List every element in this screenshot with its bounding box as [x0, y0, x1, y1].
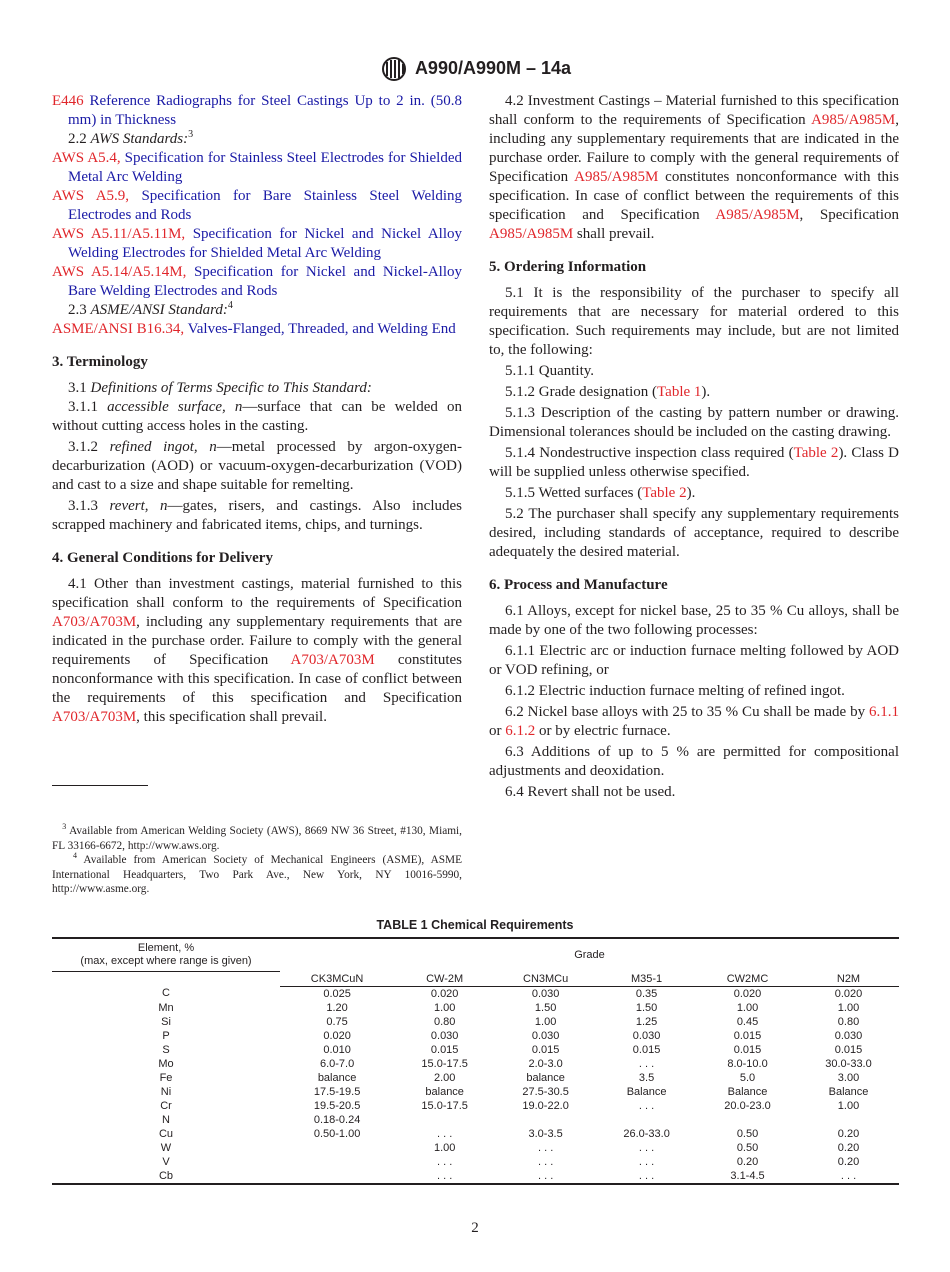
value-cell: 0.20 — [837, 1155, 860, 1168]
value-cell: . . . — [638, 1155, 655, 1168]
value-cell: 0.025 — [323, 987, 351, 1000]
value-cell — [280, 1169, 394, 1184]
value-cell: 1.25 — [635, 1015, 658, 1028]
value-cell: 3.1-4.5 — [730, 1169, 765, 1182]
text-segment: 6.4 Revert shall not be used. — [505, 784, 676, 800]
grade-column-header: CW2MC — [697, 972, 798, 987]
reference-link[interactable]: Specification for Nickel and Nickel-Alloy Bare Welding Electrodes and Rods — [68, 264, 462, 299]
value-cell — [697, 1113, 798, 1127]
text-segment: 5.2 The purchaser shall specify any supplementary requirements desired, including standards of acceptance, required to describe adequately the desired material. — [489, 506, 899, 560]
value-cell: balance — [317, 1071, 357, 1084]
value-cell: 0.015 — [733, 1029, 762, 1042]
text-segment: refined ingot, n — [109, 439, 217, 455]
element-cell: C — [162, 987, 170, 1000]
element-subheader: (max, except where range is given) — [80, 955, 252, 967]
value-cell — [798, 1113, 899, 1127]
element-cell: S — [162, 1043, 170, 1056]
reference-link[interactable]: 6.1.2 — [505, 723, 536, 739]
reference-link[interactable]: 6.1.1 — [869, 704, 899, 720]
reference-link[interactable]: Specification for Stainless Steel Electrodes for Shielded Metal Arc Welding — [68, 150, 462, 185]
value-cell: 0.030 — [834, 1029, 863, 1042]
value-cell: 26.0-33.0 — [623, 1127, 670, 1140]
blank-cell — [52, 972, 280, 987]
text-segment: , including any supplementary requirements that are indicated in the purchase order. Failure to comply with the general requirements of Specification — [489, 112, 899, 185]
paragraph — [52, 497, 462, 535]
text-segment: ). Class D will be supplied unless otherwise specified. — [489, 445, 899, 480]
value-cell: 0.35 — [635, 987, 658, 1000]
element-column-header — [52, 938, 280, 972]
element-cell: Cb — [158, 1169, 174, 1182]
text-segment: 5. Ordering Information — [489, 259, 647, 275]
text-segment: 4.2 Investment Castings – Material furnished to this specification shall conform to the requirements of Specification — [489, 93, 899, 128]
table-row — [52, 1057, 899, 1071]
value-cell: 0.80 — [433, 1015, 456, 1028]
value-cell: 15.0-17.5 — [421, 1099, 468, 1112]
grade-column-header: M35-1 — [596, 972, 697, 987]
footnote-marker: 4 — [73, 851, 77, 861]
paragraph — [489, 362, 899, 381]
text-segment: 2.3 — [68, 302, 91, 318]
element-cell: Cr — [160, 1099, 172, 1112]
value-cell: 3.00 — [837, 1071, 860, 1084]
text-segment: constitutes nonconformance with this specification. In case of conflict between the requirements of this specification and Specification — [52, 652, 462, 706]
value-cell: 15.0-17.5 — [421, 1057, 468, 1070]
right-column — [489, 92, 899, 804]
text-segment: ). — [686, 485, 696, 501]
value-cell: 0.75 — [326, 1015, 348, 1028]
value-cell: 0.45 — [736, 1015, 759, 1028]
footnote-divider — [52, 785, 148, 786]
paragraph — [489, 383, 899, 402]
value-cell: 30.0-33.0 — [825, 1057, 872, 1070]
value-cell: balance — [425, 1085, 464, 1098]
standard-designation: A990/A990M – 14a — [414, 57, 572, 78]
text-segment: 3.1.1 — [68, 399, 108, 415]
text-segment: 2.2 — [68, 131, 91, 147]
footnote-4 — [52, 853, 462, 897]
footnote-text: Available from American Society of Mechanical Engineers (ASME), ASME International Headquarters, Two Park Ave., New York, NY 10016-5990, http://www.asme.org. — [52, 854, 462, 895]
footnote-3 — [52, 824, 462, 853]
value-cell: balance — [526, 1071, 565, 1084]
reference-link[interactable]: A703/A703M — [290, 652, 375, 668]
reference-entry — [52, 263, 462, 301]
value-cell: 19.0-22.0 — [522, 1099, 569, 1112]
value-cell: 1.00 — [433, 1141, 456, 1154]
value-cell: 0.015 — [733, 1043, 762, 1056]
reference-link[interactable]: Table 2 — [642, 485, 687, 501]
reference-link[interactable]: A985/A985M — [489, 226, 574, 242]
element-cell: Fe — [159, 1071, 173, 1084]
text-segment: 5.1.1 Quantity. — [505, 363, 595, 379]
paragraph — [489, 682, 899, 701]
value-cell: . . . — [437, 1155, 453, 1168]
value-cell: Balance — [727, 1085, 768, 1098]
value-cell: . . . — [437, 1169, 453, 1182]
value-cell: 3.0-3.5 — [528, 1127, 563, 1140]
value-cell: 1.50 — [534, 1001, 557, 1014]
value-cell: 2.00 — [433, 1071, 456, 1084]
value-cell: 1.00 — [534, 1015, 557, 1028]
table-row — [52, 1001, 899, 1015]
value-cell: 8.0-10.0 — [727, 1057, 768, 1070]
text-segment: 6.1.1 Electric arc or induction furnace melting followed by AOD or VOD refining, or — [489, 643, 899, 678]
table-row — [52, 1071, 899, 1085]
value-cell: . . . — [537, 1169, 554, 1182]
element-header: Element, % — [137, 942, 195, 954]
value-cell — [280, 1141, 394, 1155]
reference-entry — [52, 92, 462, 130]
text-segment: shall prevail. — [573, 226, 655, 242]
text-segment: 6.3 Additions of up to 5 % are permitted for compositional adjustments and deoxidation. — [489, 744, 899, 779]
value-cell: 0.20 — [837, 1127, 860, 1140]
value-cell: 0.20 — [837, 1141, 860, 1154]
text-segment: 5.1.5 Wetted surfaces ( — [505, 485, 643, 501]
value-cell: 1.00 — [837, 1001, 860, 1014]
value-cell: 20.0-23.0 — [724, 1099, 771, 1112]
footnote-ref: 4 — [227, 300, 233, 311]
value-cell: 0.015 — [531, 1043, 560, 1056]
grade-column-header: N2M — [798, 972, 899, 987]
section-heading — [52, 353, 462, 372]
reference-link[interactable]: AWS A5.9, — [52, 188, 142, 204]
value-cell: 1.00 — [837, 1099, 860, 1112]
value-cell: 1.50 — [635, 1001, 658, 1014]
paragraph — [52, 301, 462, 320]
value-cell: 0.18-0.24 — [313, 1113, 361, 1126]
text-segment: 6. Process and Manufacture — [489, 577, 668, 593]
text-segment: —surface that can be welded on without cutting access holes in the casting. — [52, 399, 462, 434]
text-segment: —gates, risers, and castings. Also includes scrapped machinery and fabricated items, chips, and turnings. — [52, 498, 462, 533]
text-segment: 4. General Conditions for Delivery — [52, 550, 273, 566]
text-segment: 3.1.2 — [68, 439, 110, 455]
reference-link[interactable]: AWS A5.14/A5.14M, — [52, 264, 195, 280]
value-cell: 0.020 — [323, 1029, 351, 1042]
value-cell: 27.5-30.5 — [522, 1085, 569, 1098]
grade-column-header: CW-2M — [394, 972, 495, 987]
value-cell: 1.00 — [736, 1001, 759, 1014]
reference-link[interactable]: A703/A703M — [52, 709, 137, 725]
value-cell: 0.020 — [430, 987, 459, 1000]
section-heading — [52, 549, 462, 568]
table-row — [52, 1155, 899, 1169]
element-cell: Mo — [158, 1057, 174, 1070]
value-cell: . . . — [638, 1141, 655, 1154]
value-cell — [596, 1113, 697, 1127]
astm-logo-icon — [379, 56, 409, 82]
text-segment: 5.1.4 Nondestructive inspection class required ( — [505, 445, 794, 461]
value-cell: . . . — [638, 1169, 655, 1182]
value-cell — [280, 1155, 394, 1169]
value-cell: 0.50 — [736, 1141, 759, 1154]
value-cell: 0.015 — [430, 1043, 459, 1056]
paragraph — [52, 130, 462, 149]
table-row — [52, 1015, 899, 1029]
value-cell: 19.5-20.5 — [313, 1099, 361, 1112]
text-segment: 5.1.2 Grade designation ( — [505, 384, 658, 400]
reference-link[interactable]: E446 — [52, 93, 90, 109]
footnote-marker: 3 — [62, 822, 67, 832]
reference-link[interactable]: Table 2 — [793, 445, 839, 461]
paragraph — [489, 505, 899, 562]
text-segment: accessible surface, n — [107, 399, 243, 415]
text-segment: ASME/ANSI Standard: — [90, 302, 228, 318]
reference-entry — [52, 187, 462, 225]
element-cell: Mn — [158, 1001, 174, 1014]
paragraph — [489, 602, 899, 640]
reference-link[interactable]: Reference Radiographs for Steel Castings Up to 2 in. (50.8 mm) in Thickness — [68, 93, 463, 128]
reference-entry — [52, 225, 462, 263]
value-cell: 0.020 — [834, 987, 863, 1000]
chemical-requirements-table — [52, 937, 899, 1185]
table-row — [52, 1099, 899, 1113]
table-row — [52, 1043, 899, 1057]
reference-link[interactable]: AWS A5.11/A5.11M, — [52, 226, 193, 242]
reference-link[interactable]: Valves-Flanged, Threaded, and Welding End — [187, 321, 456, 337]
grade-column-header: CN3MCu — [495, 972, 596, 987]
table-title: TABLE 1 Chemical Requirements — [376, 918, 574, 932]
reference-link[interactable]: A985/A985M — [574, 169, 659, 185]
table-row — [52, 1029, 899, 1043]
text-segment: , this specification shall prevail. — [136, 709, 327, 725]
text-segment: constitutes nonconformance with this specification. In case of conflict between the requirements of this specification and Specification — [489, 169, 899, 223]
reference-link[interactable]: Table 1 — [657, 384, 702, 400]
element-cell: P — [162, 1029, 170, 1042]
section-heading — [489, 576, 899, 595]
element-cell: Si — [161, 1015, 171, 1028]
value-cell: 0.50-1.00 — [313, 1127, 361, 1140]
value-cell: 1.00 — [433, 1001, 456, 1014]
text-segment: 3. Terminology — [52, 354, 148, 370]
value-cell: 0.030 — [632, 1029, 661, 1042]
value-cell: 0.010 — [323, 1043, 351, 1056]
reference-link[interactable]: AWS A5.4, — [52, 150, 125, 166]
text-segment: 3.1.3 — [68, 498, 110, 514]
text-segment: Definitions of Terms Specific to This Standard: — [90, 380, 372, 396]
table-row — [52, 986, 899, 1001]
table-row — [52, 1141, 899, 1155]
value-cell — [394, 1113, 495, 1127]
paragraph — [489, 642, 899, 680]
reference-link[interactable]: A985/A985M — [715, 207, 800, 223]
reference-link[interactable]: Specification for Bare Stainless Steel Welding Electrodes and Rods — [68, 188, 462, 223]
value-cell: 6.0-7.0 — [319, 1057, 355, 1070]
value-cell: 5.0 — [739, 1071, 756, 1084]
footnote-text: Available from American Welding Society (AWS), 8669 NW 36 Street, #130, Miami, FL 33166-6672, http://www.aws.org. — [52, 825, 462, 852]
value-cell: 0.030 — [531, 1029, 560, 1042]
text-segment: —metal processed by argon-oxygen-decarburization (AOD) or vacuum-oxygen-decarburization (VOD) and cast to a size and shape suitable for remelting. — [52, 439, 462, 493]
footnote-ref: 3 — [188, 129, 194, 140]
value-cell: 0.030 — [531, 987, 560, 1000]
text-segment: 4.1 Other than investment castings, material furnished to this specification shall conform to the requirements of Specification — [52, 576, 462, 611]
value-cell: . . . — [638, 1099, 655, 1112]
value-cell: Balance — [626, 1085, 667, 1098]
reference-link[interactable]: A703/A703M — [52, 614, 137, 630]
text-segment: revert, n — [109, 498, 168, 514]
text-segment: 6.1.2 Electric induction furnace melting of refined ingot. — [505, 683, 845, 699]
table-row — [52, 1169, 899, 1184]
value-cell: 1.20 — [326, 1001, 348, 1014]
reference-entry — [52, 149, 462, 187]
paragraph — [489, 783, 899, 802]
table-row — [52, 1127, 899, 1141]
value-cell: 0.030 — [430, 1029, 459, 1042]
value-cell: . . . — [537, 1141, 554, 1154]
value-cell: 0.015 — [632, 1043, 661, 1056]
value-cell: Balance — [828, 1085, 869, 1098]
paragraph — [489, 92, 899, 244]
paragraph — [489, 484, 899, 503]
value-cell: . . . — [437, 1127, 453, 1140]
value-cell: 0.020 — [733, 987, 762, 1000]
element-cell: N — [162, 1113, 170, 1126]
text-segment: 6.2 Nickel base alloys with 25 to 35 % Cu shall be made by — [505, 704, 869, 720]
value-cell: 0.50 — [736, 1127, 759, 1140]
value-cell — [495, 1113, 596, 1127]
paragraph — [52, 438, 462, 495]
value-cell: 0.015 — [834, 1043, 863, 1056]
value-cell: 17.5-19.5 — [313, 1085, 361, 1098]
element-cell: Ni — [160, 1085, 172, 1098]
reference-entry — [52, 320, 462, 339]
text-segment: 5.1.3 Description of the casting by pattern number or drawing. Dimensional tolerances should be included on the casting drawing. — [489, 405, 899, 440]
text-segment: , Specification — [799, 207, 900, 223]
text-segment: 3.1 — [68, 380, 91, 396]
paragraph — [489, 743, 899, 781]
paragraph — [52, 398, 462, 436]
paragraph — [489, 404, 899, 442]
text-segment: ). — [701, 384, 711, 400]
page-number: 2 — [471, 1220, 479, 1236]
section-heading — [489, 258, 899, 277]
element-cell: Cu — [158, 1127, 174, 1140]
grade-header: Grade — [574, 948, 605, 961]
table-row — [52, 1113, 899, 1127]
paragraph — [52, 379, 462, 398]
reference-link[interactable]: Specification for Nickel and Nickel Alloy Welding Electrodes for Shielded Metal Arc Welding — [68, 226, 462, 261]
left-column — [52, 92, 462, 729]
value-cell: 0.20 — [736, 1155, 759, 1168]
text-segment: 6.1 Alloys, except for nickel base, 25 to 35 % Cu alloys, shall be made by one of the two following processes: — [489, 603, 899, 638]
table-row — [52, 1085, 899, 1099]
value-cell: 3.5 — [638, 1071, 655, 1084]
text-segment: or by electric furnace. — [535, 723, 671, 739]
value-cell: . . . — [638, 1057, 655, 1070]
value-cell: 0.80 — [837, 1015, 860, 1028]
paragraph — [489, 284, 899, 360]
paragraph — [489, 444, 899, 482]
element-cell: V — [162, 1155, 170, 1168]
page-header — [0, 56, 950, 82]
text-segment: AWS Standards: — [90, 131, 189, 147]
value-cell: . . . — [537, 1155, 554, 1168]
reference-link[interactable]: A985/A985M — [811, 112, 896, 128]
text-segment: or — [489, 723, 506, 739]
text-segment: , including any supplementary requirements that are indicated in the purchase order. Failure to comply with the general requirements of Specification — [52, 614, 462, 668]
element-cell: W — [160, 1141, 172, 1154]
value-cell: 2.0-3.0 — [528, 1057, 563, 1070]
value-cell: . . . — [840, 1169, 857, 1182]
paragraph — [52, 575, 462, 727]
grade-column-header: CK3MCuN — [280, 972, 394, 987]
paragraph — [489, 703, 899, 741]
text-segment: 5.1 It is the responsibility of the purchaser to specify all requirements that are necessary for material ordered to this specification. Such requirements may include, but are not limited to, the following: — [489, 285, 899, 358]
reference-link[interactable]: ASME/ANSI B16.34, — [52, 321, 188, 337]
